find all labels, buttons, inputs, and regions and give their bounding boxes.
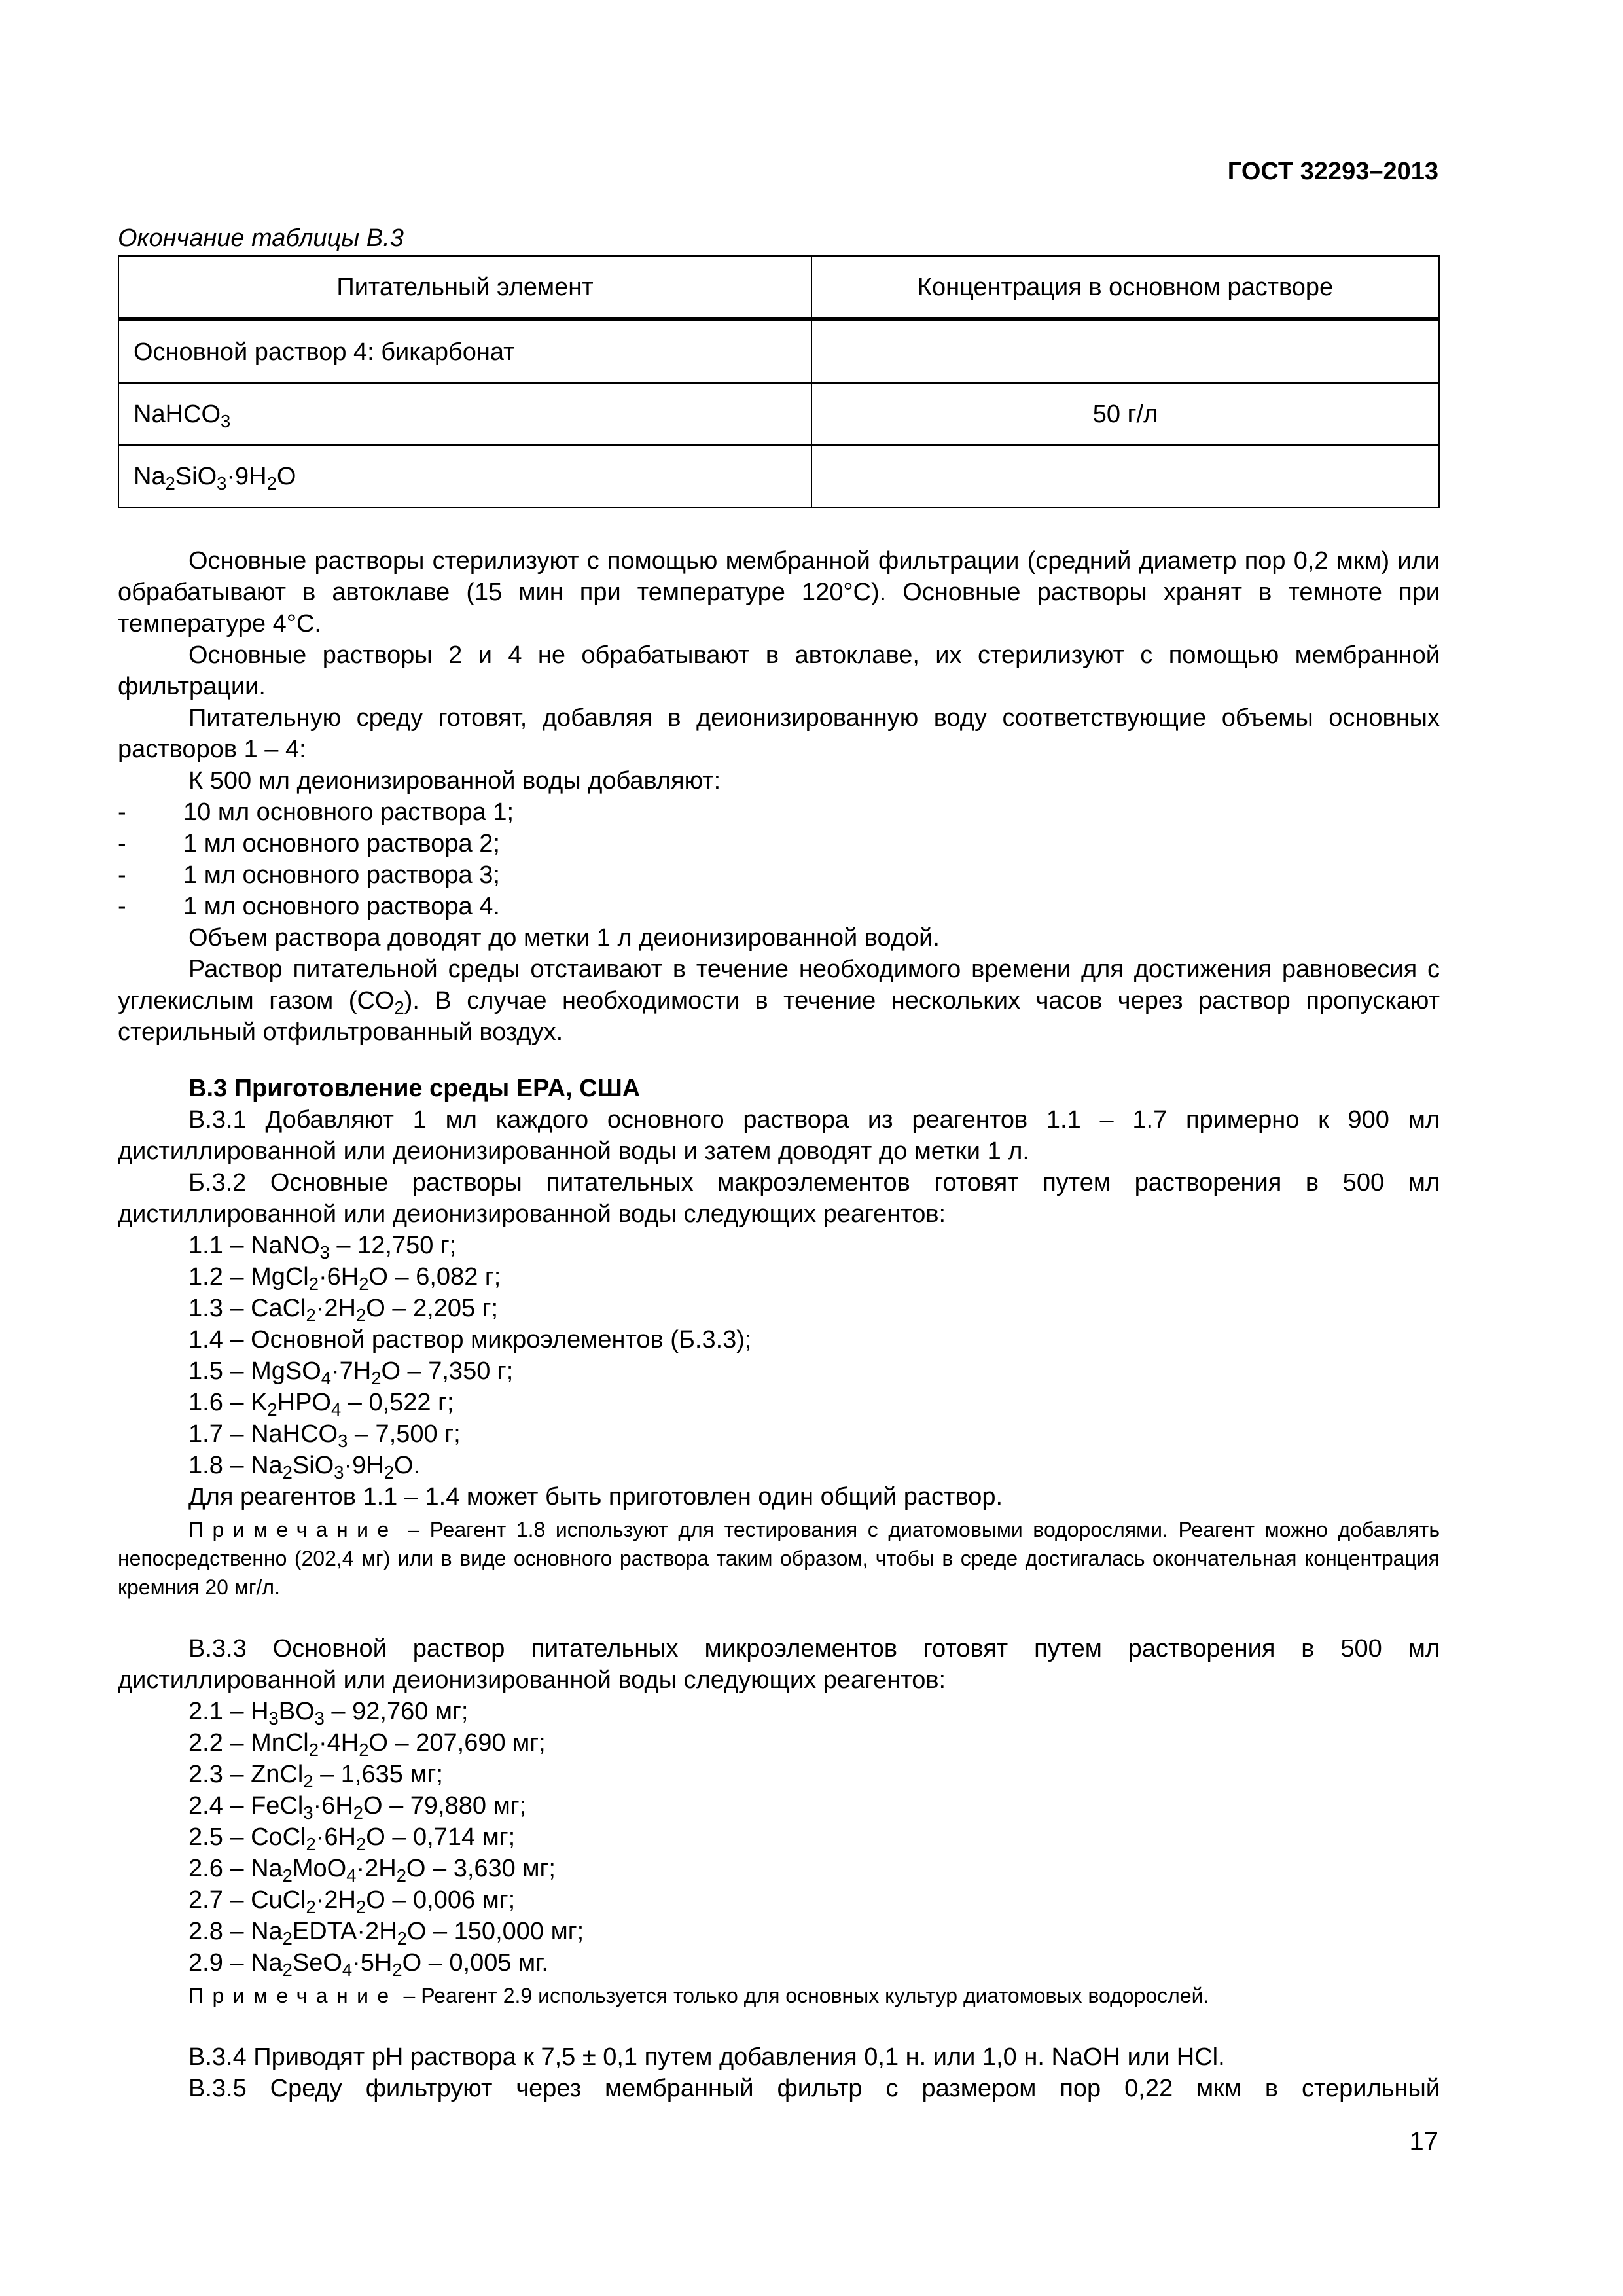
page-number: 17: [1409, 2127, 1438, 2156]
note: [118, 1515, 1440, 1602]
list-item: $2.5 - CoCl_2\cdot 6H_2O - 0,714$ мг;: [188, 1823, 516, 1855]
list-item-text: 1 мл основного раствора 3;: [183, 861, 500, 889]
paragraph: Питательную среду готовят, добавляя в деионизированную воду соответствующие объемы основных растворов 1 – 4:: [118, 704, 1440, 763]
list-item: - 1 мл основного раствора 2;: [118, 828, 1440, 859]
list-item: $1.3 - CaCl_2\cdot 2H_2O - 2,205$ г;: [188, 1295, 499, 1326]
body-text: [118, 545, 1440, 2104]
paragraph: В.3.3 Основной раствор питательных микроэлементов готовят путем растворения в 500 мл дистиллированной или деионизированной воды следующих реагентов:: [118, 1635, 1440, 1694]
table-cell-element: $Na_2SiO_3\cdot 9H_2O$: [118, 445, 812, 507]
table-cell-element: NaHCO$_3$: [118, 383, 812, 445]
paragraph: В.3.1 Добавляют 1 мл каждого основного раствора из реагентов 1.1 – 1.7 примерно к 900 мл дистиллированной или деионизированной воды и затем доводят до метки 1 л.: [118, 1106, 1440, 1165]
note-label: Примечание: [188, 1518, 398, 1541]
table-cell-element: Основной раствор 4: бикарбонат: [118, 319, 812, 383]
table-cell-value: [812, 319, 1439, 383]
list-item: 1.4 – Основной раствор микроэлементов (Б.3.3);: [188, 1326, 752, 1354]
paragraph: Б.3.2 Основные растворы питательных макроэлементов готовят путем растворения в 500 мл дистиллированной или деионизированной воды следующих реагентов:: [118, 1169, 1440, 1228]
list-item: - 1 мл основного раствора 4.: [118, 891, 1440, 922]
list-item: $2.7 - CuCl_2\cdot 2H_2O - 0,006$ мг;: [188, 1886, 516, 1918]
column-header-concentration: Концентрация в основном растворе: [812, 256, 1439, 319]
note-text: – Реагент 1.8 используют для тестирования с диатомовыми водорослями. Реагент можно добавлять непосредственно (202,4 мг) или в виде основного раствора таким образом, чтобы в среде достигалась окончательная концентрация кремния 20 мг/л.: [118, 1518, 1440, 1599]
note-text: – Реагент 2.9 используется только для основных культур диатомовых водорослей.: [403, 1984, 1209, 2007]
list-item: $2.1 - H_3BO_3 - 92,760$ мг;: [188, 1698, 469, 1729]
table-row: [118, 319, 1439, 383]
list-item-text: 1 мл основного раствора 2;: [183, 830, 500, 857]
table-row: [118, 383, 1439, 445]
column-header-element: Питательный элемент: [118, 256, 812, 319]
paragraph: Раствор питательной среды отстаивают в течение необходимого времени для достижения равновесия с углекислым газом $(CO_2)$. В случае необходимости в течение нескольких часов через раствор пропускают стерильный отфильтрованный воздух.: [118, 956, 1440, 1046]
list-item: 1.1 – NaNO$_3$ – 12,750 г;: [188, 1232, 457, 1263]
paragraph: Основные растворы стерилизуют с помощью мембранной фильтрации (средний диаметр пор 0,2 мкм) или обрабатывают в автоклаве (15 мин при температуре 120°С). Основные растворы хранят в темноте при температуре 4°С.: [118, 547, 1440, 637]
list-item: - 1 мл основного раствора 3;: [118, 859, 1440, 891]
section-title: В.3 Приготовление среды EPA, США: [188, 1075, 641, 1102]
reagent-list-micro: [118, 1696, 1440, 1979]
list-item: $1.8 - Na_2SiO_3\cdot 9H_2O$.: [188, 1452, 421, 1483]
reagent-list-macro: [118, 1230, 1440, 1481]
table-header-row: [118, 256, 1439, 319]
paragraph: К 500 мл деионизированной воды добавляют:: [188, 767, 721, 795]
paragraph: Объем раствора доводят до метки 1 л деионизированной водой.: [188, 924, 940, 952]
table-caption: Окончание таблицы В.3: [118, 224, 404, 252]
list-item: 2.3 – ZnCl$_2$ – 1,635 мг;: [188, 1761, 443, 1792]
table-row: [118, 445, 1439, 507]
list-item: $1.5 - MgSO_4\cdot 7H_2O - 7,350$ г;: [188, 1357, 514, 1389]
list-item: $2.6 - Na_2MoO_4\cdot 2H_2O - 3,630$ мг;: [188, 1855, 556, 1886]
list-item: $1.6 - K_2HPO_4 - 0,522$ г;: [188, 1389, 454, 1420]
list-item: $2.2 - MnCl_2\cdot 4H_2O - 207,690$ мг;: [188, 1729, 546, 1761]
list-item: 1.7 – NaHCO$_3$ – 7,500 г;: [188, 1420, 461, 1452]
list-item-text: 10 мл основного раствора 1;: [183, 798, 514, 826]
paragraph: Основные растворы 2 и 4 не обрабатывают в автоклаве, их стерилизуют с помощью мембранной фильтрации.: [118, 641, 1440, 700]
note-label: Примечание: [188, 1984, 398, 2007]
list-item: $2.4 - FeCl_3\cdot 6H_2O - 79,880$ мг;: [188, 1792, 527, 1823]
nutrient-table: [118, 255, 1440, 508]
list-item: $2.9 - Na_2SeO_4\cdot 5H_2O - 0,005$ мг.: [188, 1949, 548, 1981]
list-item-text: 1 мл основного раствора 4.: [183, 893, 500, 920]
table-cell-value: [812, 445, 1439, 507]
paragraph: В.3.5 Среду фильтруют через мембранный фильтр с размером пор 0,22 мкм в стерильный: [188, 2075, 1440, 2102]
list-item: $2.8 - Na_2EDTA\cdot 2H_2O - 150,000$ мг;: [188, 1918, 584, 1949]
list-item: $1.2 - MgCl_2\cdot 6H_2O - 6,082$ г;: [188, 1263, 501, 1295]
list-item: - 10 мл основного раствора 1;: [118, 797, 1440, 828]
paragraph: В.3.4 Приводят рН раствора к 7,5 ± 0,1 путем добавления 0,1 н. или 1,0 н. NaOH или HCl.: [188, 2043, 1225, 2071]
note: [118, 1981, 1440, 2010]
standard-header: ГОСТ 32293–2013: [1227, 158, 1438, 185]
table-cell-value: 50 г/л: [812, 383, 1439, 445]
paragraph: Для реагентов 1.1 – 1.4 может быть приготовлен один общий раствор.: [188, 1483, 1003, 1511]
